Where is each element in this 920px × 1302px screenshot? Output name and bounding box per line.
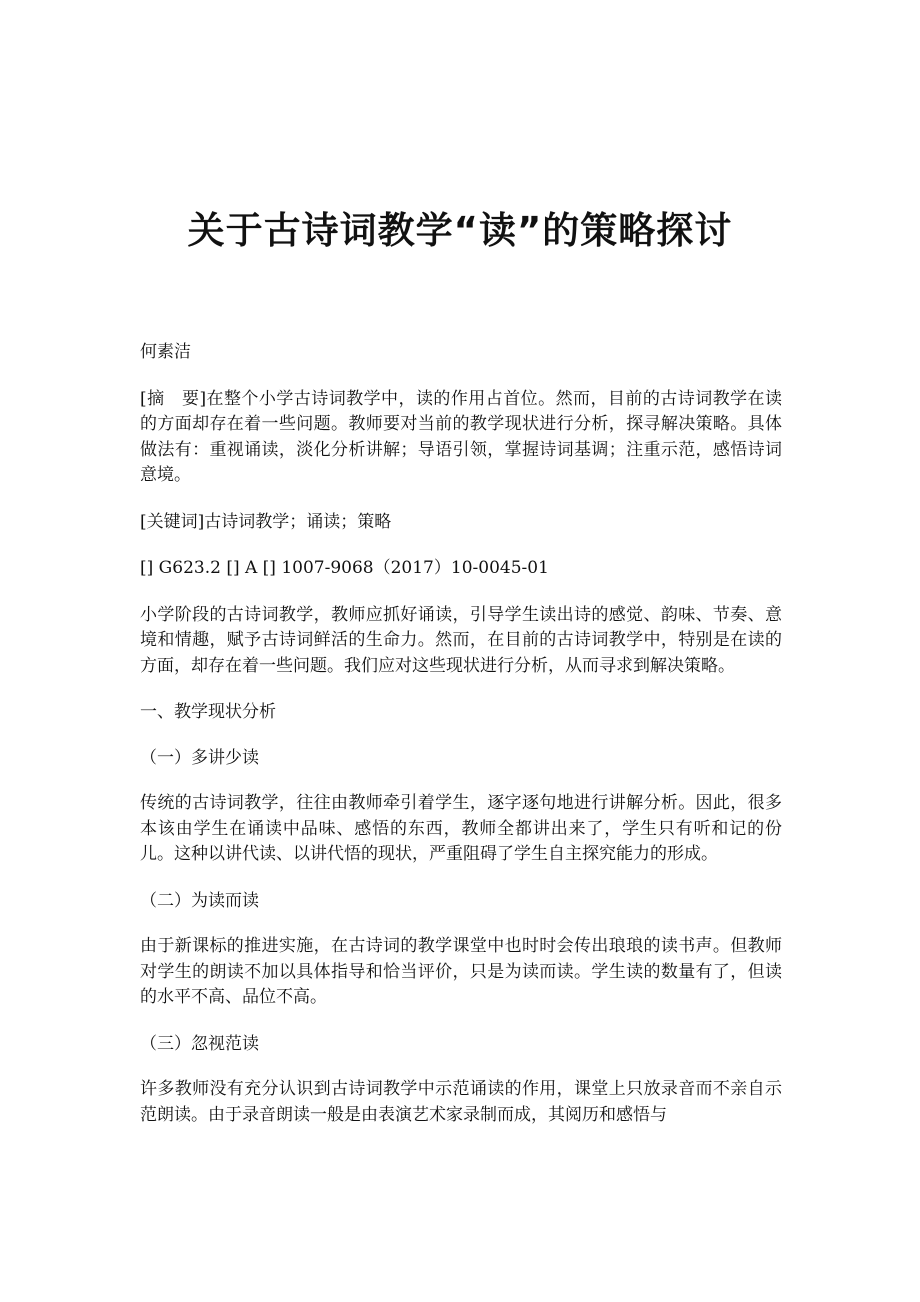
classification-line: [] G623.2 [] A [] 1007-9068（2017）10-0045-01 xyxy=(140,558,549,578)
subsection-paragraph: 传统的古诗词教学，往往由教师牵引着学生，逐字逐句地进行讲解分析。因此，很多本该由学生在诵读中品味、感悟的东西，教师全都讲出来了，学生只有听和记的份儿。这种以讲代读、以讲代悟的现状，严重阻碍了学生自主探究能力的形成。 xyxy=(140,793,782,864)
subsection-heading: （一）多讲少读 xyxy=(140,747,259,768)
document-title: 关于古诗词教学“读”的策略探讨 xyxy=(187,208,733,252)
section-heading: 一、教学现状分析 xyxy=(140,702,276,722)
abstract-paragraph: [摘 要]在整个小学古诗词教学中，读的作用占首位。然而，目前的古诗词教学在读的方面却存在着一些问题。教师要对当前的教学现状进行分析，探寻解决策略。具体做法有：重视诵读，淡化分析讲解；导语引领，掌握诗词基调；注重示范，感悟诗词意境。 xyxy=(140,388,782,485)
document-body xyxy=(140,340,782,1149)
author-name: 何素洁 xyxy=(140,342,191,362)
subsection-paragraph: 许多教师没有充分认识到古诗词教学中示范诵读的作用，课堂上只放录音而不亲自示范朗读。由于录音朗读一般是由表演艺术家录制而成，其阅历和感悟与 xyxy=(140,1079,782,1125)
subsection-heading: （二）为读而读 xyxy=(140,890,259,911)
keywords-line: [关键词]古诗词教学；诵读；策略 xyxy=(140,511,392,532)
subsection-paragraph: 由于新课标的推进实施，在古诗词的教学课堂中也时时会传出琅琅的读书声。但教师对学生的朗读不加以具体指导和恰当评价，只是为读而读。学生读的数量有了，但读的水平不高、品位不高。 xyxy=(140,936,782,1007)
subsection-heading: （三）忽视范读 xyxy=(140,1033,259,1054)
intro-paragraph: 小学阶段的古诗词教学，教师应抓好诵读，引导学生读出诗的感觉、韵味、节奏、意境和情趣，赋予古诗词鲜活的生命力。然而，在目前的古诗词教学中，特别是在读的方面，却存在着一些问题。我们应对这些现状进行分析，从而寻求到解决策略。 xyxy=(140,604,782,676)
